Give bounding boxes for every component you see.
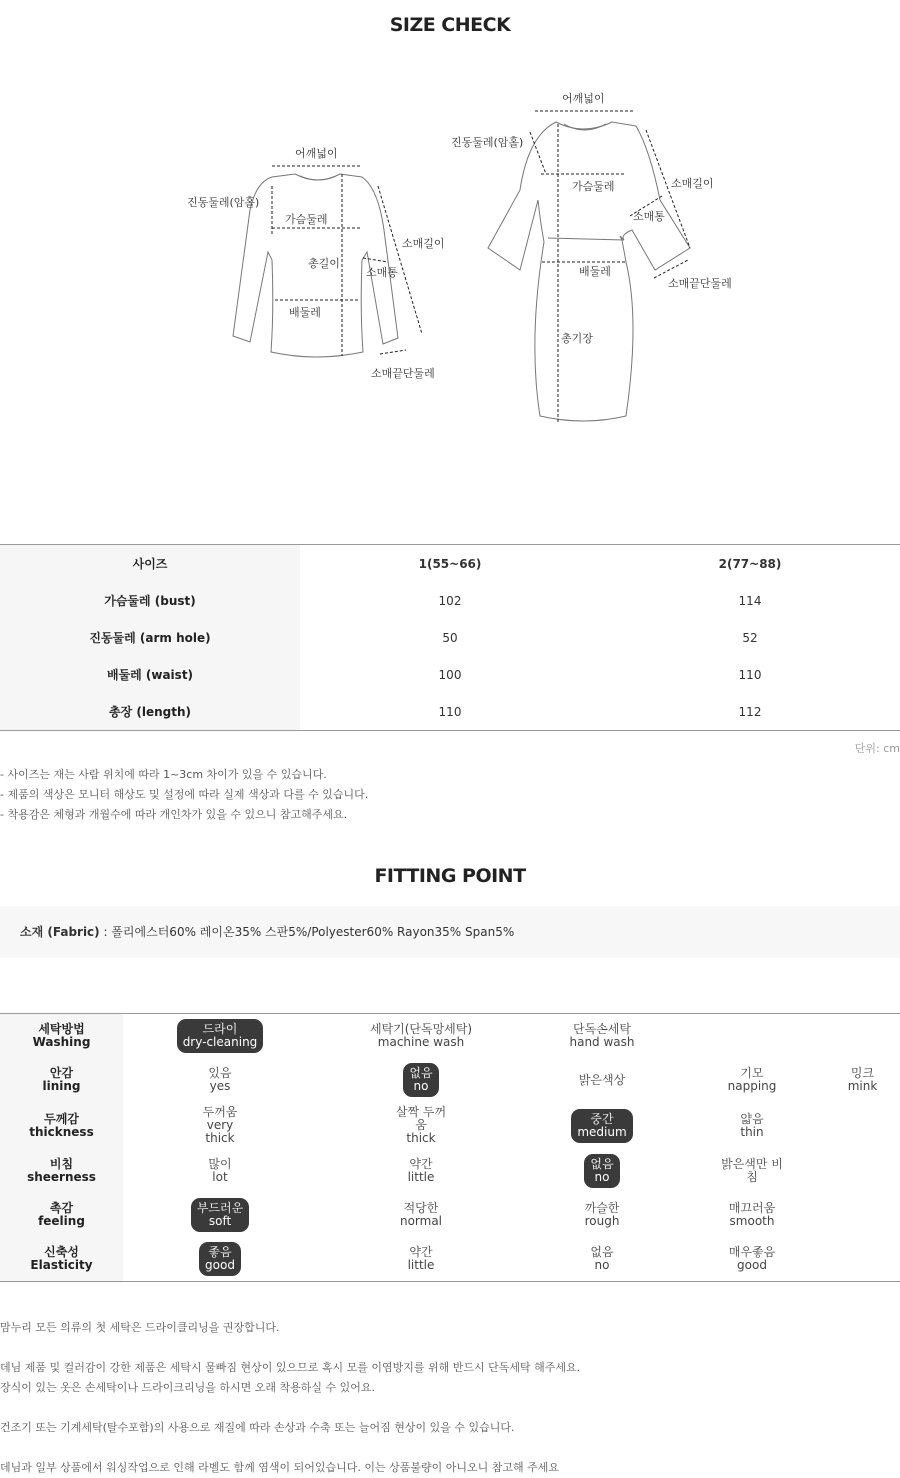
fitting-row-label-en: thickness [29,1124,94,1139]
list-item: 맘누리 모든 의류의 첫 세탁은 드라이클리닝을 권장합니다. [0,1321,280,1334]
fitting-option [715,1154,789,1188]
table-row [0,1014,900,1059]
fitting-option-cell [679,1193,825,1237]
fitting-table [0,1013,900,1282]
size-table-cell: 50 [442,630,458,645]
fitting-option-cell [317,1237,525,1282]
fitting-option-cell [525,1102,679,1149]
fitting-row-header [0,1014,123,1059]
fitting-row-label-ko: 안감 [49,1066,74,1080]
dress-shoulder-label: 어깨넓이 [562,92,605,105]
list-item: 데님과 일부 상품에서 워싱작업으로 인해 라벨도 함께 염색이 되어있습니다. 이는 상품불량이 아니오니 참고해 주세요 [0,1461,559,1474]
fitting-option [202,1063,237,1097]
fitting-row-label-en: Washing [32,1035,91,1049]
fitting-option-ko: 있음 [208,1066,232,1080]
fitting-option-cell [317,1193,525,1237]
fitting-option-en: yes [209,1079,231,1093]
fitting-option-en: no [413,1079,429,1093]
size-table-cell: 110 [438,704,462,719]
fitting-row-header [0,1237,123,1282]
list-item: 데님 제품 및 컬러감이 강한 제품은 세탁시 물빠짐 현상이 있으므로 혹시 모를 이염방지를 위해 반드시 단독세탁 해주세요. [0,1361,581,1374]
care-notes [0,1318,580,1478]
fitting-option-ko: 매끄러움 [728,1201,776,1215]
fitting-option-ko: 살짝 두꺼 움 [395,1105,447,1132]
fitting-option [402,1242,441,1276]
fitting-option-selected [571,1109,632,1143]
size-table-cell: 114 [738,593,762,608]
top-bust-label: 가슴둘레 [285,213,328,226]
top-waist-label: 배둘레 [289,306,321,319]
fitting-row-label-en: lining [42,1079,81,1093]
fabric-value: : 폴리에스터60% 레이온35% 스판5%/Polyester60% Rayon35% Span5% [99,925,515,939]
fitting-option-en: smooth [729,1214,775,1228]
size-table-cell: 가슴둘레 (bust) [0,582,300,619]
dress-bust-label: 가슴둘레 [572,180,615,193]
fitting-row-header [0,1193,123,1237]
fitting-option-en: soft [208,1214,232,1228]
fitting-row-label-en: Elasticity [30,1258,93,1272]
size-table-cell: 진동둘레 (arm hole) [0,619,300,656]
list-item [0,1438,580,1458]
fitting-option-en: napping [727,1079,777,1093]
table-row [0,1058,900,1102]
fitting-option-ko: 적당한 [403,1201,439,1215]
fitting-option-ko: 밝은색상 [578,1072,626,1087]
fitting-option-ko: 단독손세탁 [573,1022,631,1036]
fitting-option-ko: 드라이 [202,1022,238,1036]
size-table [0,544,900,731]
fitting-option [584,1242,619,1276]
fitting-option-cell [317,1149,525,1193]
size-table-cell: 2(77~88) [718,556,782,571]
table-row [0,619,900,656]
fitting-option [364,1019,478,1053]
table-row [0,1237,900,1282]
fitting-option-ko: 매우좋음 [728,1245,776,1259]
fitting-option-ko: 얇음 [740,1111,764,1126]
table-row [0,1193,900,1237]
fitting-option-ko: 중간 [590,1111,614,1126]
fitting-option-cell [825,1149,900,1193]
table-row [0,693,900,731]
fitting-option-cell [679,1014,825,1059]
list-item [0,1338,580,1358]
fitting-option-en: very thick [205,1118,235,1145]
fitting-option-en: little [407,1258,435,1272]
fitting-option-en: good [737,1258,767,1272]
size-table-cell: 52 [742,630,758,645]
dress-cuff-label: 소매끝단둘레 [668,277,732,290]
size-table-cell: 총장 (length) [0,693,300,731]
fitting-row-label-ko: 촉감 [49,1201,74,1215]
fitting-row-label-ko: 비침 [49,1157,74,1171]
fitting-option-selected [191,1198,249,1232]
fitting-option [573,1070,631,1091]
fitting-option-cell [825,1237,900,1282]
fitting-point-title: FITTING POINT [374,865,526,887]
fitting-option-en: hand wash [569,1035,635,1049]
fitting-option-cell [679,1237,825,1282]
fitting-option-cell [525,1014,679,1059]
fitting-option-cell [825,1058,900,1102]
fitting-option-en: dry-cleaning [182,1035,258,1049]
fitting-row-header [0,1149,123,1193]
fitting-option-cell [317,1058,525,1102]
fitting-option-selected [199,1242,241,1276]
fitting-row-label-en: feeling [38,1214,85,1228]
list-item [0,1398,580,1418]
fitting-option [579,1198,626,1232]
top-armhole-label: 진동둘레(암홀) [187,196,260,209]
fitting-option [197,1102,244,1149]
fabric-label: 소재 (Fabric) [20,925,100,939]
unit-label: 단위: cm [854,742,900,755]
list-item: - 제품의 색상은 모니터 해상도 및 설정에 따라 실제 색상과 다를 수 있습니다. [0,788,369,801]
fitting-row-label-en: sheerness [27,1170,96,1184]
list-item: - 착용감은 체형과 개월수에 따라 개인차가 있을 수 있으니 참고해주세요. [0,808,348,821]
fitting-option-cell [525,1058,679,1102]
dress-armhole-label: 진동둘레(암홀) [451,136,524,149]
fitting-option [563,1019,640,1053]
fitting-option-cell [123,1014,317,1059]
dress-sleeve-width-label: 소매통 [633,210,665,223]
fitting-option-ko: 까슬한 [584,1201,620,1215]
fitting-option-cell [123,1058,317,1102]
fitting-option-cell [679,1058,825,1102]
fitting-option-en: little [407,1170,435,1184]
fitting-option-en: thin [740,1124,764,1139]
fitting-option-cell [123,1193,317,1237]
dress-length-label: 총기장 [561,332,593,345]
fitting-option-selected [584,1154,619,1188]
list-item: 건조기 또는 기계세탁(탈수포함)의 사용으로 재질에 따라 손상과 수축 또는 늘어짐 현상이 있을 수 있습니다. [0,1421,515,1434]
top-cuff-label: 소매끝단둘레 [371,367,435,380]
fitting-row-header [0,1102,123,1149]
fitting-row-label-ko: 세탁방법 [38,1022,85,1036]
fitting-option-cell [317,1102,525,1149]
fitting-option [722,1063,783,1097]
fitting-row-label-ko: 두께감 [44,1111,79,1126]
fitting-option [390,1102,452,1149]
size-table-cell: 102 [438,593,462,608]
list-item: 장식이 있는 옷은 손세탁이나 드라이크리닝을 하시면 오래 착용하실 수 있어요. [0,1381,375,1394]
fitting-option-cell [123,1149,317,1193]
fitting-option [723,1198,781,1232]
fitting-option [734,1109,769,1143]
fitting-option-ko: 좋음 [208,1245,232,1259]
fitting-option-en: rough [584,1214,620,1228]
size-table-cell: 1(55~66) [418,556,482,571]
dress-waist-label: 배둘레 [579,265,611,278]
fitting-option-en: no [594,1170,610,1184]
fitting-option [723,1242,781,1276]
dress-sleeve-length-label: 소매길이 [671,177,714,190]
fitting-option-cell [123,1237,317,1282]
size-table-header [0,545,900,583]
fitting-row-label-ko: 신축성 [44,1245,79,1259]
table-row [0,1102,900,1149]
fitting-option-cell [825,1193,900,1237]
fitting-option-ko: 밍크 [850,1066,875,1080]
size-table-cell: 112 [738,704,762,719]
fitting-option-cell [825,1102,900,1149]
fitting-option-cell [525,1193,679,1237]
size-table-cell: 사이즈 [0,545,300,583]
fitting-option [842,1063,884,1097]
fitting-option-ko: 기모 [740,1066,764,1080]
size-table-cell: 배둘레 (waist) [0,656,300,693]
fitting-option-cell [525,1149,679,1193]
top-shoulder-label: 어깨넓이 [295,147,338,160]
fitting-option-ko: 없음 [590,1245,614,1259]
table-row [0,582,900,619]
fitting-row-header [0,1058,123,1102]
fitting-option-en: mink [847,1079,878,1093]
top-length-label: 총길이 [308,257,340,270]
top-sleeve-length-label: 소매길이 [402,237,445,250]
fitting-option-ko: 부드러운 [196,1201,244,1215]
fitting-option-selected [177,1019,264,1053]
fitting-option [202,1154,237,1188]
fitting-option-ko: 많이 [208,1157,232,1171]
fitting-option-ko: 없음 [590,1157,614,1171]
size-diagram [0,60,900,440]
table-row [0,656,900,693]
fitting-option-en: good [205,1258,235,1272]
fitting-option-en: medium [577,1124,627,1139]
top-sleeve-width-label: 소매통 [366,266,398,279]
fitting-option-cell [825,1014,900,1059]
fitting-option-ko: 밝은색만 비 침 [721,1157,783,1184]
fitting-option-en: lot [212,1170,228,1184]
fitting-option-ko: 약간 [409,1245,433,1259]
size-table-cell: 110 [738,667,762,682]
fitting-option-ko: 없음 [409,1066,433,1080]
fitting-option-selected [403,1063,438,1097]
fitting-option [402,1154,441,1188]
fitting-option-cell [679,1102,825,1149]
fitting-option-en: machine wash [377,1035,465,1049]
fitting-option-ko: 약간 [409,1157,433,1171]
fitting-option-ko: 두꺼움 [202,1105,238,1119]
fitting-option-cell [317,1014,525,1059]
fitting-option-cell [525,1237,679,1282]
list-item: - 사이즈는 재는 사람 위치에 따라 1~3cm 차이가 있을 수 있습니다. [0,768,327,781]
fitting-option [394,1198,448,1232]
size-notes [0,765,368,825]
size-table-cell: 100 [438,667,462,682]
fitting-option-cell [679,1149,825,1193]
fabric-info [0,906,900,958]
fitting-option-cell [123,1102,317,1149]
size-check-title: SIZE CHECK [389,14,511,36]
fitting-option-en: no [594,1258,610,1272]
fitting-option-en: normal [399,1214,443,1228]
fitting-option-en: thick [406,1131,436,1145]
fitting-option-ko: 세탁기(단독망세탁) [369,1022,473,1036]
table-row [0,1149,900,1193]
